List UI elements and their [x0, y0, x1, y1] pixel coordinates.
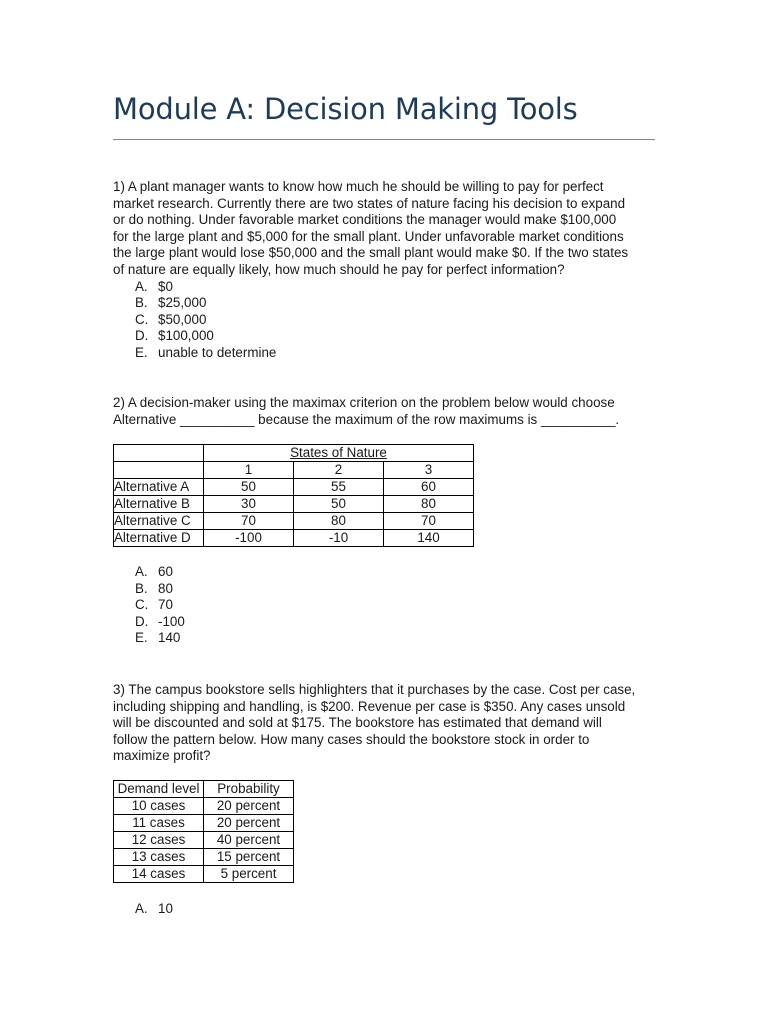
table-cell: 70: [384, 513, 474, 530]
text-line: market research. Currently there are two states of nature facing his decision to expand: [113, 195, 626, 211]
table-cell: 30: [204, 496, 294, 513]
column-header: 2: [294, 462, 384, 479]
option-item: C. 70: [135, 597, 173, 613]
table-cell: 60: [384, 479, 474, 496]
option-item: B. 80: [135, 580, 173, 596]
table-header-row: [114, 445, 474, 462]
table-cell: 14 cases: [114, 866, 204, 883]
table-row: [114, 496, 474, 513]
text-line: follow the pattern below. How many cases should the bookstore stock in order to: [113, 731, 590, 747]
option-item: A. $0: [135, 278, 173, 294]
option-item: D. -100: [135, 613, 185, 629]
table-cell: 15 percent: [204, 849, 294, 866]
row-label: Alternative C: [114, 513, 204, 530]
demand-table: [113, 780, 294, 883]
table-cell: 20 percent: [204, 815, 294, 832]
text-line: will be discounted and sold at $175. The bookstore has estimated that demand will: [113, 715, 602, 731]
option-item: E. 140: [135, 630, 181, 646]
text-line: the large plant would lose $50,000 and the small plant would make $0. If the two states: [113, 245, 629, 261]
table-row: [114, 530, 474, 547]
column-header: 1: [204, 462, 294, 479]
option-item: C. $50,000: [135, 311, 207, 327]
question-1: [113, 179, 648, 362]
table-row: [114, 866, 294, 883]
table-cell: 11 cases: [114, 815, 204, 832]
text-line: including shipping and handling, is $200. Revenue per case is $350. Any cases unsold: [113, 698, 626, 714]
row-label: Alternative A: [114, 479, 204, 496]
text-line: of nature are equally likely, how much should he pay for perfect information?: [113, 261, 565, 277]
table-row: [114, 849, 294, 866]
question-3-options-block: [113, 901, 173, 918]
table-cell: 80: [294, 513, 384, 530]
text-line: maximize profit?: [113, 748, 211, 764]
table-cell: 12 cases: [114, 832, 204, 849]
table-cell: 50: [294, 496, 384, 513]
payoff-table: [113, 444, 474, 547]
question-3: [113, 682, 648, 765]
title-divider: [113, 139, 655, 140]
text-line: or do nothing. Under favorable market conditions the manager would make $100,000: [113, 212, 617, 228]
page-title: Module A: Decision Making Tools: [113, 92, 578, 126]
question-2-options: [113, 564, 185, 647]
question-3-text: [113, 682, 648, 765]
table-cell: 80: [384, 496, 474, 513]
table-row: [114, 798, 294, 815]
table-header-row: [114, 462, 474, 479]
question-2: [113, 395, 648, 428]
column-header: Demand level: [114, 781, 204, 798]
table-cell: 10 cases: [114, 798, 204, 815]
table-cell: 13 cases: [114, 849, 204, 866]
text-line: 2) A decision-maker using the maximax criterion on the problem below would choose: [113, 395, 615, 410]
option-item: B. $25,000: [135, 295, 207, 311]
table-row: [114, 479, 474, 496]
row-label: Alternative D: [114, 530, 204, 547]
table-cell: 70: [204, 513, 294, 530]
text-line: Alternative __________ because the maximum of the row maximums is __________.: [113, 411, 620, 427]
text-line: for the large plant and $5,000 for the small plant. Under unfavorable market conditions: [113, 228, 624, 244]
table-cell: 50: [204, 479, 294, 496]
text-line: 3) The campus bookstore sells highlighters that it purchases by the case. Cost per case,: [113, 682, 636, 697]
table-header-row: [114, 781, 294, 798]
question-1-text: [113, 179, 648, 279]
question-2-options-block: [113, 564, 185, 647]
table-row: [114, 832, 294, 849]
option-item: E. unable to determine: [135, 344, 277, 360]
option-item: D. $100,000: [135, 328, 214, 344]
table-cell: -10: [294, 530, 384, 547]
question-2-text: [113, 395, 648, 428]
text-line: 1) A plant manager wants to know how much he should be willing to pay for perfect: [113, 179, 604, 194]
column-header: 3: [384, 462, 474, 479]
question-1-options: [113, 279, 648, 362]
table-row: [114, 815, 294, 832]
option-item: A. 10: [135, 901, 173, 916]
states-of-nature-header: States of Nature: [204, 445, 474, 462]
table-cell: 140: [384, 530, 474, 547]
table-cell: 20 percent: [204, 798, 294, 815]
question-3-options: [113, 901, 173, 918]
table-row: [114, 513, 474, 530]
table-cell: 55: [294, 479, 384, 496]
table-cell: 40 percent: [204, 832, 294, 849]
table-cell: 5 percent: [204, 866, 294, 883]
option-item: A. 60: [135, 564, 173, 579]
table-cell: -100: [204, 530, 294, 547]
row-label: Alternative B: [114, 496, 204, 513]
column-header: Probability: [204, 781, 294, 798]
